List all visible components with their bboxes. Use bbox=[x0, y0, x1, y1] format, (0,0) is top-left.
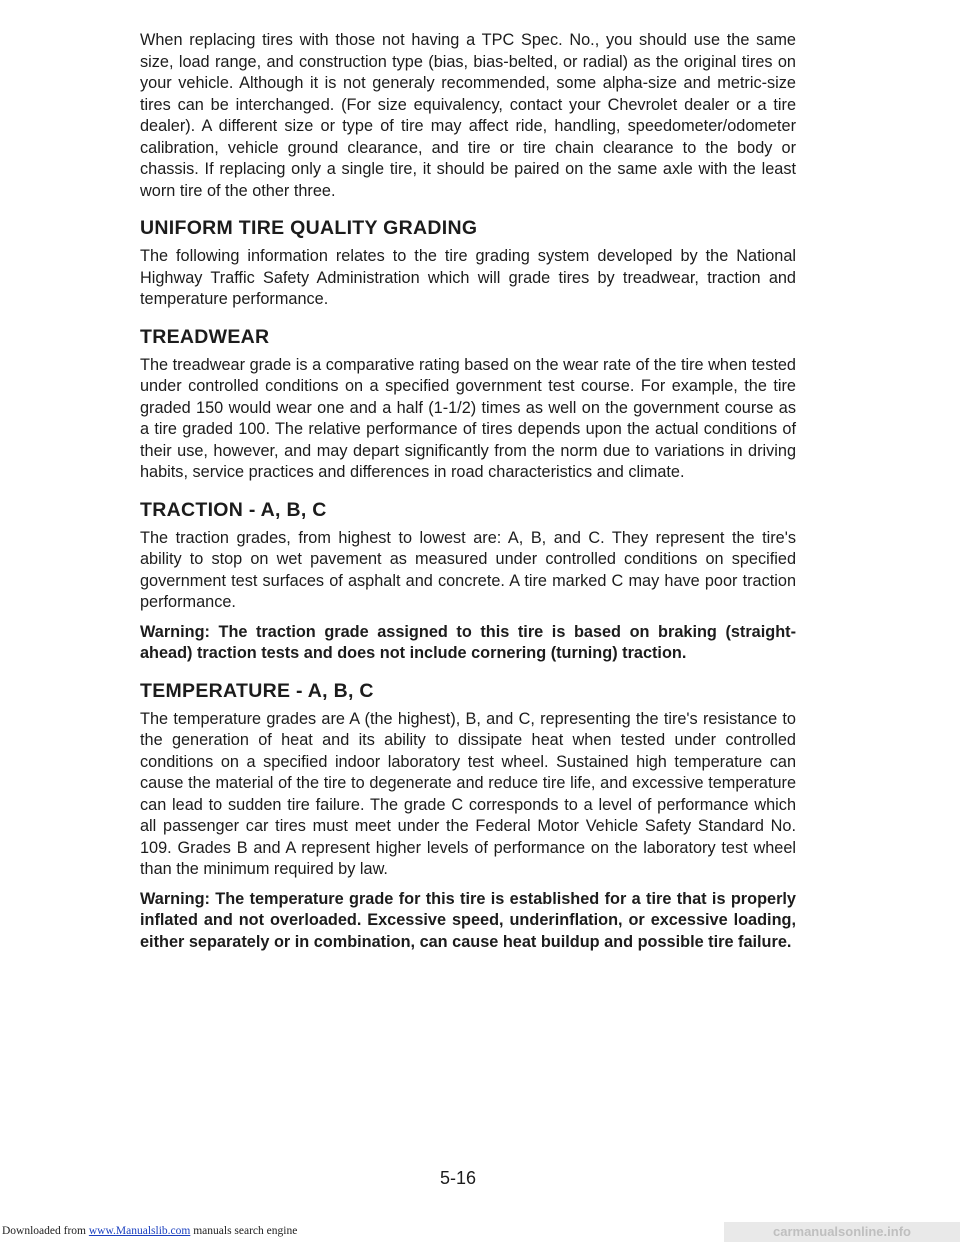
traction-warning: Warning: The traction grade assigned to this tire is based on braking (straight-ahead) traction tests and does not include cornering (turning) traction. bbox=[140, 622, 796, 662]
temperature-heading: TEMPERATURE - A, B, C bbox=[140, 679, 374, 702]
temperature-warning: Warning: The temperature grade for this tire is established for a tire that is properly inflated and not overloaded. Excessive speed, underinflation, or excessive loading, either separately or in combination, can cause heat buildup and possible tire failure. bbox=[140, 889, 796, 951]
footer-prefix: Downloaded from bbox=[2, 1225, 89, 1237]
page-content bbox=[140, 30, 796, 953]
uniform-grading-heading: UNIFORM TIRE QUALITY GRADING bbox=[140, 217, 478, 239]
treadwear-text: The treadwear grade is a comparative rating based on the wear rate of the tire when tested under controlled conditions on a specified government test course. For example, the tire graded 150 would wear one and a half (1-1/2) times as well on the government course as a tire graded 100. The relative performance of tires depends upon the actual conditions of their use, however, and may depart significantly from the norm due to variations in driving habits, service practices and differences in road characteristics and climate. bbox=[140, 355, 796, 481]
intro-paragraph: When replacing tires with those not having a TPC Spec. No., you should use the same size, load range, and construction type (bias, bias-belted, or radial) as the original tires on your vehicle. Although it is not generaly recommended, some alpha-size and metric-size tires can be interchanged. (For size equivalency, contact your Chevrolet dealer or a tire dealer). A different size or type of tire may affect ride, handling, speedometer/odometer calibration, vehicle ground clearance, and tire or tire chain clearance to the body or chassis. If replacing only a single tire, it should be paired on the same axle with the least worn tire of the other three. bbox=[140, 31, 796, 200]
footer-suffix: manuals search engine bbox=[190, 1225, 298, 1237]
watermark-banner: carmanualsonline.info bbox=[724, 1222, 960, 1242]
temperature-text: The temperature grades are A (the highest), B, and C, representing the tire's resistance to the generation of heat and its ability to dissipate heat when tested under controlled conditions on a specified indoor laboratory test wheel. Sustained high temperature can cause the material of the tire to degenerate and reduce tire life, and excessive temperature can lead to sudden tire failure. The grade C corresponds to a level of performance which all passenger car tires must meet under the Federal Motor Vehicle Safety Standard No. 109. Grades B and A represent higher levels of performance on the laboratory test wheel than the minimum required by law. bbox=[140, 709, 796, 878]
traction-text: The traction grades, from highest to lowest are: A, B, and C. They represent the tire's ability to stop on wet pavement as measured under controlled conditions on specified government test surfaces of asphalt and concrete. A tire marked C may have poor traction performance. bbox=[140, 528, 796, 611]
treadwear-heading: TREADWEAR bbox=[140, 325, 270, 348]
footer-source bbox=[2, 1222, 297, 1240]
download-footer bbox=[0, 1222, 960, 1242]
traction-heading: TRACTION - A, B, C bbox=[140, 498, 327, 521]
page-number: 5-16 bbox=[440, 1168, 477, 1188]
uniform-grading-text: The following information relates to the tire grading system developed by the National Highway Traffic Safety Administration which will grade tires by treadwear, traction and temperature performance. bbox=[140, 247, 796, 308]
manualslib-link[interactable]: www.Manualslib.com bbox=[88, 1225, 191, 1237]
